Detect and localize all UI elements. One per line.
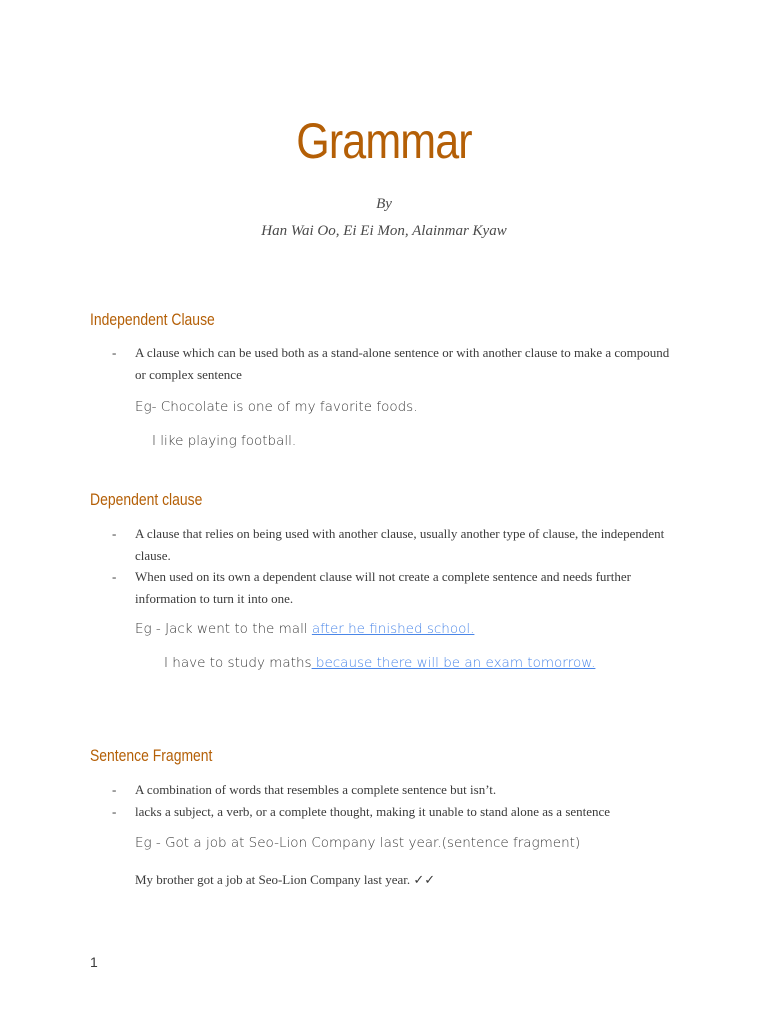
example-line: Eg- Chocolate is one of my favorite foods.	[135, 399, 418, 415]
heading-independent-clause: Independent Clause	[90, 310, 215, 329]
list-item	[0, 523, 675, 566]
example-line	[164, 655, 595, 671]
list-item	[0, 801, 675, 823]
example-highlight-link[interactable]: because there will be an exam tomorrow.	[311, 655, 596, 671]
byline-label: By	[376, 196, 392, 212]
bullet-dash: -	[112, 782, 117, 797]
list-item	[0, 566, 675, 609]
example-correct-sentence: My brother got a job at Seo-Lion Company last year. ✓✓	[135, 872, 436, 887]
bullet-list-independent	[0, 342, 675, 385]
example-line: I like playing football.	[152, 433, 297, 449]
example-text: Eg - Jack went to the mall	[135, 621, 312, 637]
bullet-dash: -	[112, 803, 117, 819]
list-item	[0, 342, 675, 385]
heading-sentence-fragment: Sentence Fragment	[90, 746, 213, 765]
example-line	[135, 621, 474, 637]
heading-dependent-clause: Dependent clause	[90, 490, 203, 509]
example-highlight-link[interactable]: after he finished school.	[311, 621, 475, 637]
list-item-text: A combination of words that resembles a complete sentence but isn’t.	[135, 782, 497, 797]
document-title: Grammar	[296, 113, 472, 169]
bullet-dash: -	[112, 526, 117, 541]
list-item-text: A clause which can be used both as a stand-alone sentence or with another clause to make a compound or complex sentence	[135, 345, 670, 382]
bullet-dash: -	[112, 345, 117, 360]
bullet-dash: -	[112, 569, 117, 584]
page-number: 1	[90, 954, 98, 970]
example-text: I have to study maths	[164, 655, 312, 671]
list-item-text: When used on its own a dependent clause will not create a complete sentence and needs further information to turn it into one.	[135, 569, 631, 606]
bullet-list-dependent	[0, 523, 675, 609]
example-line: Eg - Got a job at Seo-Lion Company last year.(sentence fragment)	[135, 835, 581, 851]
list-item-text: A clause that relies on being used with another clause, usually another type of clause, the independent clause.	[135, 526, 665, 563]
list-item	[0, 779, 675, 801]
authors: Han Wai Oo, Ei Ei Mon, Alainmar Kyaw	[261, 223, 507, 239]
bullet-list-fragment	[0, 779, 675, 822]
list-item-text: lacks a subject, a verb, or a complete thought, making it unable to stand alone as a sentence	[135, 803, 611, 819]
